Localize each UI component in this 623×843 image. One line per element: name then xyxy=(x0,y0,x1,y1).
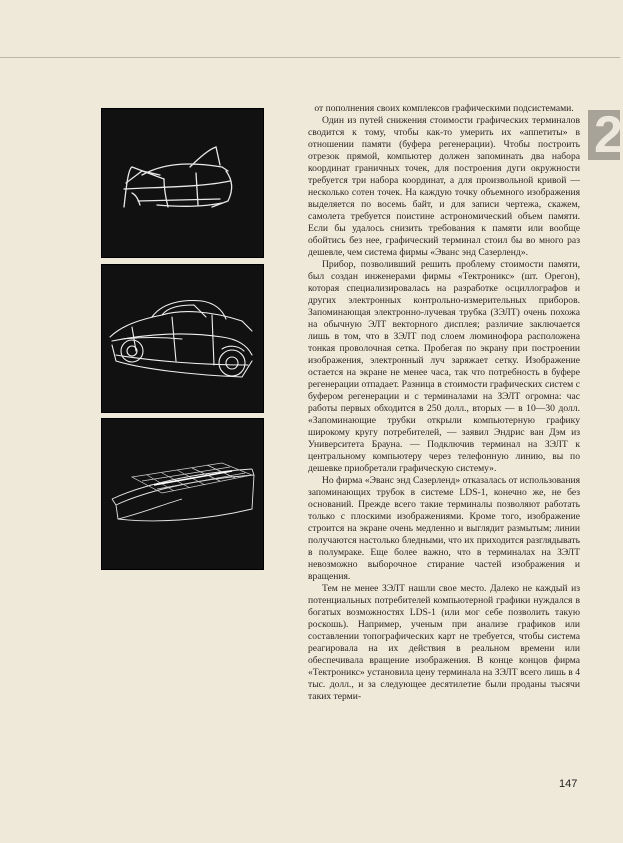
car-sketch-illustration xyxy=(102,109,263,257)
paragraph: Прибор, позволивший решить проблему стоимости памяти, был создан инженерами фирмы «Тектроникс» (шт. Орегон), которая специализировалась на разработке осциллографов и других электронных контрольно-измерительных приборов. Запоминающая электронно-лучевая трубка (ЗЭЛТ) очень похожа на обычную ЭЛТ векторного дисплея; различие заключается лишь в том, что в ЗЭЛТ под слоем люминофора расположена тонкая проволочная сетка. Пробегая по экрану при построении изображения, электронный луч заряжает сетку. Изображение остается на экране не менее часа, так что потребность в буфере регенерации отпадает. Разница в стоимости графических систем с буфером регенерации и с терминалами на ЗЭЛТ огромна: час работы первых обходится в 250 долл., вторых — в 10—30 долл. «Запоминающие трубки открыли компьютерную графику широкому кругу потребителей, — заявил Эндрис ван Дэм из Университета Брауна. — Подключив терминал на ЗЭЛТ к центральному компьютеру через телефонную линию, вы по дешевке приобретали графическую систему». xyxy=(308,259,580,474)
article-text-column xyxy=(308,103,580,703)
figure-car-sketch xyxy=(101,108,264,258)
paragraph: Тем не менее ЗЭЛТ нашли свое место. Далеко не каждый из потенциальных потребителей компьютерной графики нуждался в богатых возможностях LDS-1 (или мог себе позволить такую роскошь). Например, ученым при анализе графиков или составлении топографических карт не требуется, чтобы система реагировала на их действия в реальном времени или обеспечивала вращение изображения. В конце концов фирма «Тектроникс» установила цену терминала на ЗЭЛТ всего лишь в 4 тыс. долл., и за следующее десятилетие были проданы тысячи таких терми- xyxy=(308,583,580,702)
page-number: 147 xyxy=(559,778,578,790)
chapter-number: 2 xyxy=(594,106,623,164)
page-top-rule xyxy=(0,57,620,58)
chapter-tab xyxy=(588,106,623,164)
surface-mesh-illustration xyxy=(102,419,263,569)
paragraph: Один из путей снижения стоимости графических терминалов сводится к тому, чтобы как-то умерить их «аппетиты» в отношении памяти (буфера регенерации). Чтобы построить отрезок прямой, компьютер должен запоминать два набора координат граничных точек, для построения дуги окружности требуется три набора координат, а для произвольной кривой — несколько сотен точек. На каждую точку объемного изображения выделяется по восемь байт, и для записи чертежа, скажем, самолета требуется поистине астрономический объем памяти. Если бы удалось снизить требования к памяти или вообще обойтись без нее, графический терминал стоил бы во много раз дешевле, чем система фирмы «Эванс энд Сазерленд». xyxy=(308,115,580,258)
paragraph-continuation: от пополнения своих комплексов графическими подсистемами. xyxy=(314,103,574,114)
figure-car-wireframe xyxy=(101,264,264,413)
figure-car-surface-mesh xyxy=(101,418,264,570)
car-wireframe-illustration xyxy=(102,265,263,412)
paragraph: Но фирма «Эванс энд Сазерленд» отказалась от использования запоминающих трубок в системе LDS-1, конечно же, не без оснований. Прежде всего такие терминалы позволяют работать только с плоскими изображениями. Кроме того, изображение строится на экране очень медленно и выглядит размытым; линии получаются настолько бледными, что их приходится разглядывать в полумраке. Еще более важно, что в терминалах на ЗЭЛТ невозможно выборочное стирание частей изображения и вращения. xyxy=(308,475,580,582)
